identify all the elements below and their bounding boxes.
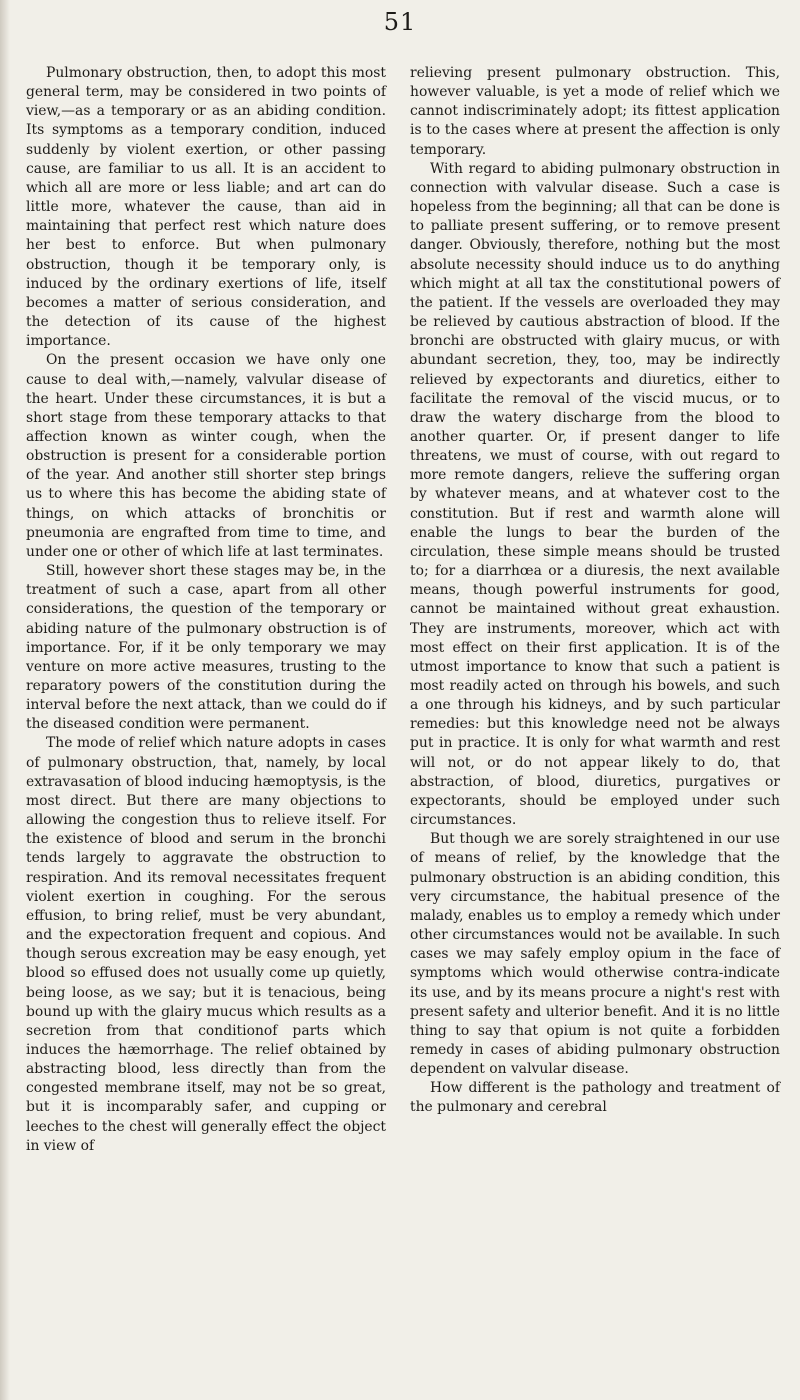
paragraph: But though we are sorely straightened in our use of means of relief, by the knowledge that the pulmonary obstruction is an abiding condition, this very circumstance, the habitual presence of the malady, enables us to employ a remedy which under other circumstances would not be available. In such cases we may safely employ opium in the face of symptoms which would otherwise contra-indicate its use, and by its means procure a night's rest with present safety and ulterior benefit. And it is no little thing to say that opium is not quite a forbidden remedy in cases of abiding pulmonary obstruction dependent on valvular disease. <box>410 831 780 1078</box>
paragraph: How different is the pathology and treatment of the pulmonary and cerebral <box>410 1080 780 1116</box>
paragraph: Still, however short these stages may be, in the treatment of such a case, apart from all other considerations, the question of the temporary or abiding nature of the pulmonary obstruction is of importance. For, if it be only temporary we may venture on more active measures, trusting to the reparatory powers of the constitution during the interval before the next attack, than we could do if the diseased condition were permanent. <box>26 563 386 733</box>
right-text-column <box>410 64 780 1118</box>
paragraph: Pulmonary obstruction, then, to adopt this most general term, may be considered in two points of view,—as a temporary or as an abiding condition. Its symptoms as a temporary condition, induced suddenly by violent exertion, or other passing cause, are familiar to us all. It is an accident to which all are more or less liable; and art can do little more, whatever the cause, than aid in maintaining that perfect rest which nature does her best to enforce. But when pulmonary obstruction, though it be temporary only, is induced by the ordinary exertions of life, itself becomes a matter of serious consideration, and the detection of its cause of the highest importance. <box>26 65 386 350</box>
paragraph: On the present occasion we have only one cause to deal with,—namely, valvular disease of the heart. Under these circumstances, it is but a short stage from these temporary attacks to that affection known as winter cough, when the obstruction is present for a considerable portion of the year. And another still shorter step brings us to where this has become the abiding state of things, on which attacks of bronchitis or pneumonia are engrafted from time to time, and under one or other of which life at last terminates. <box>26 352 386 560</box>
page-gutter-shadow <box>0 0 10 1400</box>
paragraph: relieving present pulmonary obstruction. This, however valuable, is yet a mode of relief which we cannot indiscriminately adopt; its fittest application is to the cases where at present the affection is only temporary. <box>410 65 780 158</box>
paragraph: With regard to abiding pulmonary obstruction in connection with valvular disease. Such a case is hopeless from the beginning; all that can be done is to palliate present suffering, or to remove present danger. Obviously, therefore, nothing but the most absolute necessity should induce us to do anything which might at all tax the constitutional powers of the patient. If the vessels are overloaded they may be relieved by cautious abstraction of blood. If the bronchi are obstructed with glairy mucus, or with abundant secretion, they, too, may be indirectly relieved by expectorants and diuretics, either to facilitate the removal of the viscid mucus, or to draw the watery discharge from the blood to another quarter. Or, if present danger to life threatens, we must of course, with out regard to more remote dangers, relieve the suffering organ by whatever means, and at whatever cost to the constitution. But if rest and warmth alone will enable the lungs to bear the burden of the circulation, these simple means should be trusted to; for a diarrhœa or a diuresis, the next available means, though powerful instruments for good, cannot be maintained without great exhaustion. They are instruments, moreover, which act with most effect on their first application. It is of the utmost importance to know that such a patient is most readily acted on through his bowels, and such a one through his kidneys, and by such particular remedies: but this knowledge need not be always put in practice. It is only for what warmth and rest will not, or do not appear likely to do, that abstraction, of blood, diuretics, purgatives or expectorants, should be employed under such circumstances. <box>410 160 780 829</box>
page-number: 51 <box>383 8 417 36</box>
left-text-column <box>26 64 386 1156</box>
paragraph: The mode of relief which nature adopts in cases of pulmonary obstruction, that, namely, by local extravasation of blood inducing hæmoptysis, is the most direct. But there are many objections to allowing the congestion thus to relieve itself. For the existence of blood and serum in the bronchi tends largely to aggravate the obstruction to respiration. And its removal necessitates frequent violent exertion in coughing. For the serous effusion, to bring relief, must be very abundant, and the expectoration frequent and copious. And though serous excreation may be easy enough, yet blood so effused does not usually come up quietly, being loose, as we say; but it is tenacious, being bound up with the glairy mucus which results as a secretion from that conditionof parts which induces the hæmorrhage. The relief obtained by abstracting blood, less directly than from the congested membrane itself, may not be so great, but it is incomparably safer, and cupping or leeches to the chest will generally effect the object in view of <box>26 735 386 1154</box>
